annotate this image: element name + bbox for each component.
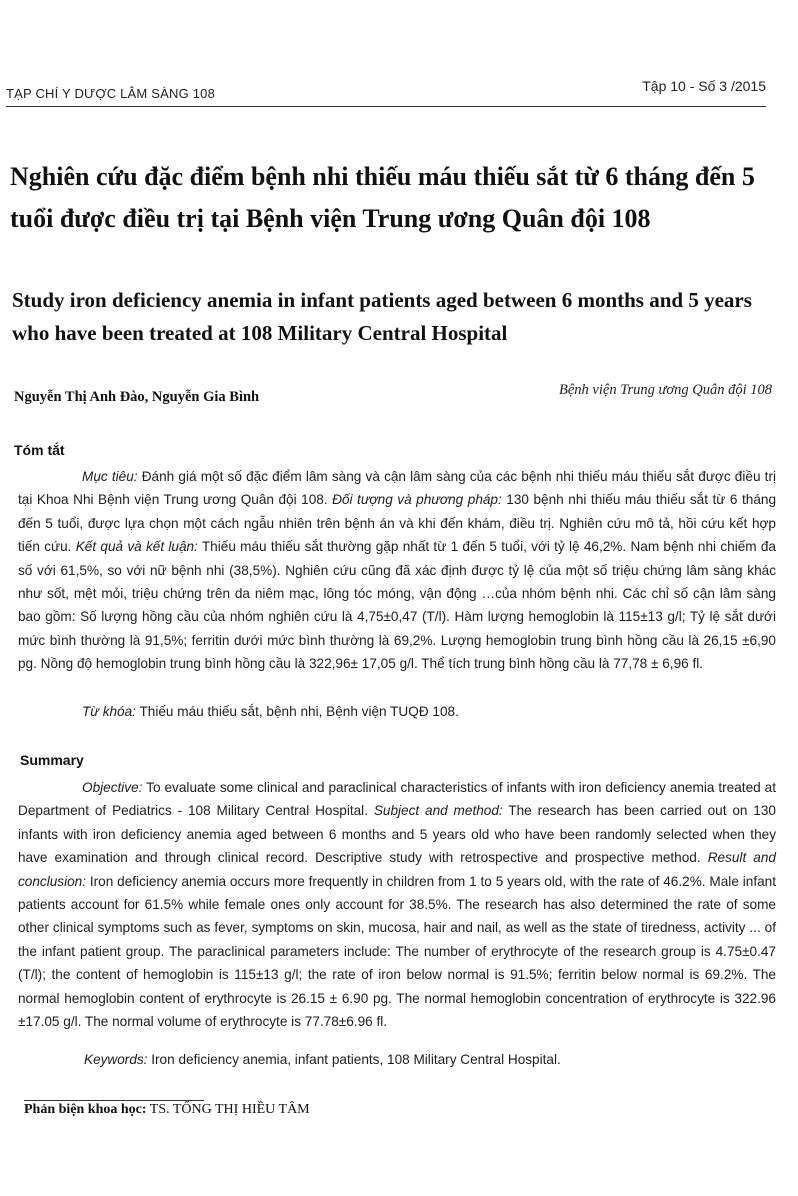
tomtat-method-label: Đối tượng và phương pháp: <box>332 492 502 508</box>
summary-method-label: Subject and method: <box>373 803 503 819</box>
journal-name: TẠP CHÍ Y DƯỢC LÂM SÀNG 108 <box>6 86 215 101</box>
footnote-rule <box>24 1100 204 1101</box>
summary-abstract <box>18 776 776 1033</box>
summary-keywords <box>84 1052 561 1067</box>
summary-method-text: The research has been carried out on 130 infants with iron deficiency anemia aged between 6 months and 5 years old who have been randomly selected when they have examination and through clinical record. Descriptive study with retrospective and prospective method. <box>18 803 776 866</box>
tomtat-result-text: Thiếu máu thiếu sắt thường gặp nhất từ 1 đến 5 tuổi, với tỷ lệ 46,2%. Nam bệnh nhi chiếm đa số với 61,5%, so với nữ bệnh nhi (38,5%). Nghiên cứu cũng đã xác định được tỷ lệ của một số triệu chứng lâm sàng khác như sốt, mệt mỏi, triệu chứng trên da niêm mạc, lông tóc móng, vận động …của nhóm bệnh nhi. Các chỉ số cận lâm sàng bao gồm: Số lượng hồng cầu của nhóm nghiên cứu là 4,75±0,47 (T/l). Hàm lượng hemoglobin là 115±13 g/l; Tỷ lệ sắt dưới mức bình thường là 91,5%; ferritin dưới mức bình thường là 69,2%. Lượng hemoglobin trung bình hồng cầu là 26,15 ±6,90 pg. Nồng độ hemoglobin trung bình hồng cầu là 322,96± 17,05 g/l. Thể tích trung bình hồng cầu là 77,78 ± 6,96 fl. <box>18 539 776 672</box>
article-title-english: Study iron deficiency anemia in infant patients aged between 6 months and 5 years who have been treated at 108 Military Central Hospital <box>12 288 752 345</box>
tomtat-heading: Tóm tắt <box>14 442 65 458</box>
header-rule <box>6 106 766 107</box>
summary-keywords-text: Iron deficiency anemia, infant patients, 108 Military Central Hospital. <box>147 1052 561 1067</box>
article-title-vietnamese: Nghiên cứu đặc điểm bệnh nhi thiếu máu thiếu sắt từ 6 tháng đến 5 tuổi được điều trị tại Bệnh viện Trung ương Quân đội 108 <box>10 162 755 233</box>
reviewer-label: Phản biện khoa học: <box>24 1102 147 1117</box>
summary-heading: Summary <box>20 752 84 768</box>
summary-objective-label: Objective: <box>82 780 143 795</box>
summary-keywords-label: Keywords: <box>84 1052 148 1067</box>
tomtat-keywords-label: Từ khóa: <box>82 704 136 719</box>
tomtat-objective-label: Mục tiêu: <box>82 469 138 484</box>
affiliation: Bệnh viện Trung ương Quân đội 108 <box>559 382 772 398</box>
tomtat-keywords-text: Thiếu máu thiếu sắt, bệnh nhi, Bệnh viện TUQĐ 108. <box>135 704 459 719</box>
summary-result-text: Iron deficiency anemia occurs more frequently in children from 1 to 5 years old, with the rate of 46.2%. Male infant patients account for 61.5% while female ones only account for 38.5%. The research has also determined the rate of some other clinical symptoms such as fever, symptoms on skin, mucosa, hair and nail, as well as the state of tiredness, activity ... of the infant patient group. The paraclinical parameters include: The number of erythrocyte of the research group is 4.75±0.47 (T/l); the content of hemoglobin is 115±13 g/l; the rate of iron below normal is 91.5%; ferritin below normal is 69.2%. The normal hemoglobin content of erythrocyte is 26.15 ± 6.90 pg. The normal hemoglobin concentration of erythrocyte is 322.96 ±17.05 g/l. The normal volume of erythrocyte is 77.78±6.96 fl. <box>18 873 776 1030</box>
tomtat-result-label: Kết quả và kết luận: <box>75 539 198 555</box>
summary-result-label: Result and conclusion: <box>18 850 776 889</box>
running-header <box>6 78 766 108</box>
tomtat-objective-text: Đánh giá một số đặc điểm lâm sàng và cận lâm sàng của các bệnh nhi thiếu máu thiếu sắt được điều trị tại Khoa Nhi Bệnh viện Trung ương Quân đội 108. <box>18 469 777 508</box>
tomtat-method-text: 130 bệnh nhi thiếu máu thiếu sắt từ 6 tháng đến 5 tuổi, được lựa chọn một cách ngẫu nhiên trên bệnh án và khi đến khám, điều trị. Nghiên cứu mô tả, hồi cứu kết hợp tiến cứu. <box>18 492 777 555</box>
tomtat-abstract <box>18 465 776 676</box>
summary-objective-text: To evaluate some clinical and paraclinical characteristics of infants with iron deficiency anemia treated at Department of Pediatrics - 108 Military Central Hospital. <box>18 780 776 819</box>
reviewer-note <box>24 1102 310 1118</box>
authors: Nguyễn Thị Anh Đào, Nguyễn Gia Bình <box>14 389 260 405</box>
tomtat-keywords <box>82 704 459 719</box>
issue-number: Tập 10 - Số 3 /2015 <box>642 78 766 94</box>
reviewer-name: TS. TỐNG THỊ HIỀU TÂM <box>146 1102 310 1117</box>
